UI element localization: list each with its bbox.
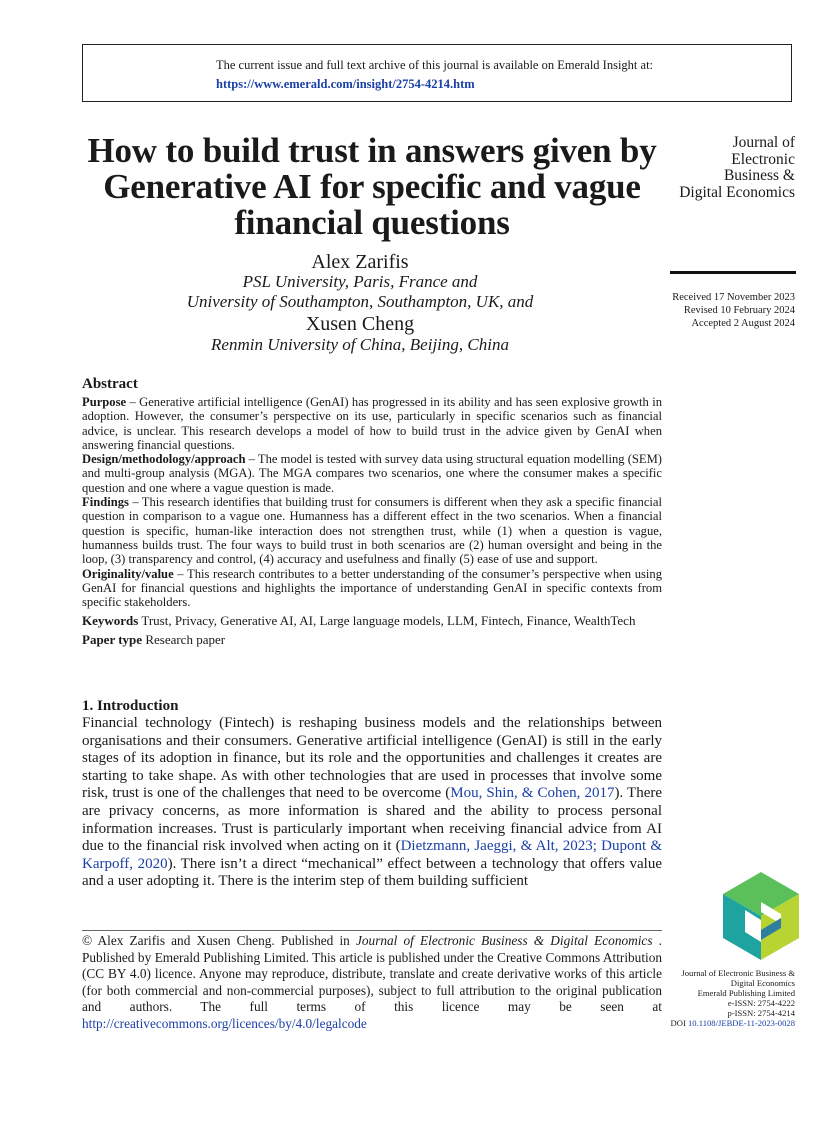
- author-name-1: Alex Zarifis: [311, 251, 409, 273]
- article-dates: [595, 291, 795, 330]
- purpose-text: – Generative artificial intelligence (GenAI) has progressed in its ability and has seen explosive growth in adoption. However, the consumer’s perspective on its use, particularly in specific scenarios such as financial advice, is unclear. This research develops a model of how to build trust in the advice given by GenAI when answering financial questions.: [82, 395, 662, 452]
- side-footer-line: Journal of Electronic Business &: [681, 968, 795, 978]
- paper-type-label: Paper type: [82, 632, 143, 648]
- side-divider: [670, 271, 796, 274]
- section-heading-introduction: 1. Introduction: [82, 698, 179, 714]
- journal-name-line: Digital Economics: [679, 183, 795, 201]
- citation-link[interactable]: Dupont & Karpoff, 2020: [82, 838, 663, 872]
- journal-name-line: Electronic: [731, 150, 795, 168]
- date-accepted: Accepted 2 August 2024: [691, 318, 795, 329]
- design-label: Design/methodology/approach: [82, 452, 246, 467]
- keywords-label: Keywords: [82, 613, 139, 629]
- journal-name-line: Business &: [723, 167, 795, 184]
- author-affiliation-2: Renmin University of China, Beijing, China: [211, 335, 509, 354]
- license-footnote: [82, 933, 662, 1032]
- findings-text: – This research identifies that building trust for consumers is different when they ask a specific financial question in comparison to a vague one. Humanness has a different effect in the two scenarios. When a financial question is specific, human-like interaction does not strengthen trust, while (1) when a question is vague, humanness builds trust. The four ways to build trust in both scenarios are (2) human oversight and being in the loop, (3) transparency and control, (4) accuracy and usefulness and finally (5) ease of use and support.: [82, 495, 662, 567]
- doi-link[interactable]: 10.1108/JEBDE-11-2023-0028: [687, 1018, 795, 1028]
- intro-text: ). There isn’t a direct “mechanical” effect between a technology that offers value and a user adopting it. There is the interim step of them building sufficient: [82, 855, 662, 890]
- date-received: Received 17 November 2023: [672, 292, 795, 303]
- license-link[interactable]: http://creativecommons.org/licences/by/4.0/legalcode: [82, 1015, 367, 1031]
- paper-type-text: Research paper: [142, 632, 226, 648]
- side-footer-line: p-ISSN: 2754-4214: [727, 1008, 795, 1018]
- side-footer-line: Emerald Publishing Limited: [697, 988, 795, 998]
- license-text: . Published by Emerald Publishing Limited. This article is published under the Creative Commons Attribution (CC BY 4.0) licence. Anyone may reproduce, distribute, translate and create derivative works of this article (for both commercial and non-commercial purposes), subject to full attribution to the original publication and authors. The full terms of this licence may be seen at: [82, 933, 662, 1014]
- archive-notice-box: [82, 44, 792, 102]
- intro-text: Financial technology (Fintech) is reshaping business models and the relationships between organisations and their consumers. Generative artificial intelligence (GenAI) is still in the early stages of its adoption in finance, but its role and the opportunities and challenges it creates are starting to take shape. As with other technologies that are used in processes that involve some risk, trust is one of the challenges that need to be overcome (: [82, 715, 662, 802]
- archive-notice-text: The current issue and full text archive of this journal is available on Emerald Insight at:: [216, 58, 654, 72]
- side-footer-line: Digital Economics: [730, 978, 795, 988]
- citation-link[interactable]: Mou, Shin, & Cohen, 2017: [450, 785, 615, 802]
- license-text: © Alex Zarifis and Xusen Cheng. Published in: [82, 933, 356, 948]
- intro-text: ). There are privacy concerns, as more information is shared and the ability to process personal information increases. Trust is particularly important when receiving financial advice from AI due to the financial risk involved when acting on it (: [82, 785, 662, 855]
- citation-link[interactable]: Dietzmann, Jaeggi, & Alt, 2023: [400, 838, 593, 855]
- paper-type: [82, 632, 662, 648]
- journal-name-line: Journal of: [732, 134, 795, 151]
- side-footer-line: e-ISSN: 2754-4222: [727, 998, 795, 1008]
- date-revised: Revised 10 February 2024: [683, 305, 795, 316]
- originality-text: – This research contributes to a better understanding of the consumer’s perspective when using GenAI for financial questions and highlights the importance of understanding GenAI in specific contexts from specific stakeholders.: [82, 566, 662, 610]
- abstract-body: [82, 395, 662, 648]
- author-affiliation-1a: PSL University, Paris, France and: [242, 272, 478, 291]
- journal-name-side: [595, 135, 795, 201]
- abstract-findings: [82, 495, 662, 566]
- footnote-divider: [82, 930, 662, 931]
- abstract-purpose: [82, 395, 662, 452]
- introduction-paragraph: [82, 715, 662, 891]
- paper-title: How to build trust in answers given by Generative AI for specific and vague financial questions: [87, 131, 657, 242]
- abstract-originality: [82, 567, 662, 610]
- doi-line: [595, 1018, 795, 1028]
- author-affiliation-1b: University of Southampton, Southampton, UK, and: [186, 292, 534, 311]
- archive-link[interactable]: https://www.emerald.com/insight/2754-4214.htm: [216, 77, 475, 91]
- emerald-logo-icon: [723, 872, 799, 960]
- license-journal-name: Journal of Electronic Business & Digital Economics: [356, 933, 653, 948]
- journal-footer-side: [595, 968, 795, 1028]
- purpose-label: Purpose: [82, 395, 127, 409]
- design-text: – The model is tested with survey data using structural equation modelling (SEM) and multi-group analysis (MGA). The MGA compares two scenarios, one where the consumer makes a specific question and one where a vague question is made.: [82, 452, 662, 495]
- doi-label: DOI: [670, 1018, 688, 1028]
- author-name-2: Xusen Cheng: [305, 313, 415, 335]
- originality-label: Originality/value: [82, 566, 174, 581]
- abstract-heading: Abstract: [82, 376, 138, 392]
- findings-label: Findings: [82, 495, 129, 510]
- abstract-design: [82, 452, 662, 495]
- keywords: [82, 613, 662, 629]
- citation-separator: ;: [592, 838, 602, 855]
- keywords-text: Trust, Privacy, Generative AI, AI, Large language models, LLM, Fintech, Finance, WealthTech: [138, 613, 636, 629]
